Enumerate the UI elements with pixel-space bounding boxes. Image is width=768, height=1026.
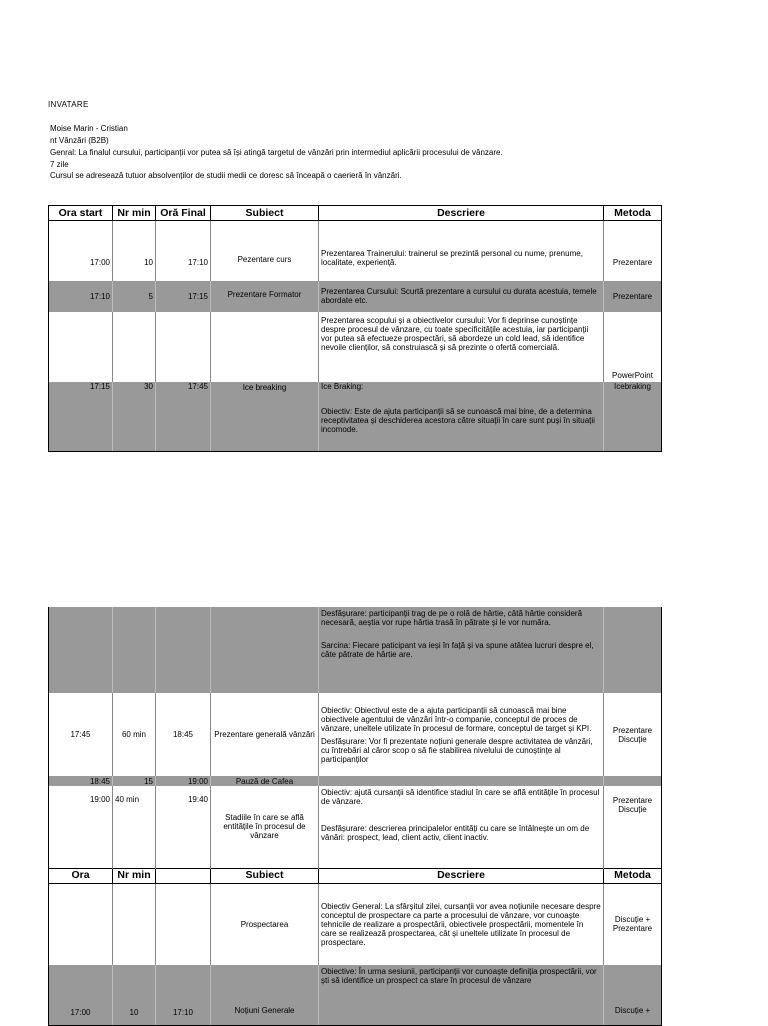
cell-subject [211,312,319,382]
cell-method: Discuție + Prezentare [604,883,662,965]
cell-end: 18:45 [156,693,211,776]
desc-paragraph: Obiectiv: ajută cursanții să identifice stadiul în care se află entitățile în procesul de vânzare. [321,788,600,806]
desc-paragraph: Obiectiv: Este de ajuta participanții să se cunoască mai bine, de a determina receptivitatea și deschiderea acestora către situații în care sunt puși în situații incomode. [321,406,595,434]
cell-subject: Pauză de Cafea [211,776,319,786]
table-row [49,607,662,693]
cell-subject [211,607,319,693]
col-header: Descriere [319,868,604,883]
cell-method [604,607,662,693]
cell-end: 19:00 [156,776,211,786]
table-row [49,786,662,868]
table-row [49,221,662,281]
cell-subject: Stadiile în care se află entitățile în procesul de vânzare [211,786,319,868]
header-audience: Cursul se adresează tutuor absolvenților de studii medii ce doresc să înceapă o caerieră în vânzări. [50,171,402,180]
cell-subject: Noțiuni Generale [211,965,319,1025]
cell-method: Prezentare Discuție [604,786,662,868]
cell-start [49,607,113,693]
cell-description [319,786,604,868]
cell-end [156,883,211,965]
col-header: Ora start [49,206,113,221]
table-row [49,693,662,776]
cell-description [319,607,604,693]
col-header [156,868,211,883]
cell-min [113,312,156,382]
col-header: Nr min [113,206,156,221]
table-header-row [49,206,662,221]
col-header: Metoda [604,206,662,221]
cell-description [319,281,604,312]
desc-paragraph: Sarcina: Fiecare paticipant va ieși în față și va spune atâtea lucruri despre el, câte pătrate de hârtie are. [321,641,594,659]
desc-paragraph: Prezentarea Trainerului: trainerul se prezintă personal cu nume, prenume, localitate, experiență. [321,248,583,267]
header-goal: Genral: La finalul cursului, participanții vor putea să își atingă targetul de vânzări prin intermediul aplicării procesului de vânzare. [50,148,503,157]
table-row [49,281,662,312]
cell-min: 5 [113,281,156,312]
cell-start: 19:00 [49,786,113,868]
desc-paragraph: Ice Braking: [321,381,364,391]
cell-subject: Prezentare generală vânzări [211,693,319,776]
header-title: INVATARE [48,100,89,109]
cell-end [156,312,211,382]
cell-start: 17:10 [49,281,113,312]
cell-subject: Prezentare Formator [211,281,319,312]
table-row [49,965,662,1025]
cell-subject: Prospectarea [211,883,319,965]
table-row [49,382,662,452]
cell-min: 10 [113,221,156,281]
cell-end: 17:45 [156,382,211,452]
cell-subject: Ice breaking [211,382,319,452]
cell-method [604,776,662,786]
desc-paragraph: Obiectiv General: La sfârșitul zilei, cursanții vor avea noțiunile necesare despre conceptul de prospectare ca parte a procesului de vânzare, vor cunoaște tehnicile de realizare a prospectării, obiectivele prospectării, momentele în care se realizează prospectarea, cât și uneltele utilizate în procesul de prospectare. [321,901,601,947]
cell-subject: Pezentare curs [211,221,319,281]
cell-method: Icebraking [604,382,662,452]
desc-paragraph: Prezentarea scopului și a obiectivelor cursului: Vor fi deprinse cunoștințe despre procesul de vânzare, cu toate specificitățile acestuia, iar participanții vor putea să efectueze prospectări, să abordeze un cold lead, să identifice nevoile clienților, să construiască și să prezinte o ofertă comercială. [321,315,589,352]
header-course: nt Vânzări (B2B) [50,136,109,145]
desc-paragraph: Desfășurare: Vor fi prezentate noțiuni generale despre activitatea de vânzări, cu întrebări al căror scop o să fie stabilirea nivelului de cunoștințe al participanților [321,736,593,764]
cell-method: Prezentare [604,281,662,312]
cell-description [319,776,604,786]
table-row [49,312,662,382]
desc-paragraph: Obiective: În urma sesiunii, participanții vor cunoaște definiția prospectării, vor ști să identifice un prospect ca stare în procesul de vânzare [321,967,597,985]
desc-paragraph: Desfășurare: participanții trag de pe o rolă de hârtie, câtă hârtie consideră necesară, aeștia vor rupe hârtia trasă în pătrate și le vor număra. [321,609,583,627]
cell-description [319,221,604,281]
cell-end: 17:15 [156,281,211,312]
cell-start: 17:00 [49,221,113,281]
col-header: Ora [49,868,113,883]
col-header: Oră Final [156,206,211,221]
cell-end: 17:10 [156,965,211,1025]
cell-min: 60 min [113,693,156,776]
cell-method: Discuție + [604,965,662,1025]
desc-paragraph: Prezentarea Cursului: Scurtă prezentare a cursului cu durata acestuia, temele abordate etc. [321,287,597,305]
cell-min: 10 [113,965,156,1025]
cell-start: 17:45 [49,693,113,776]
cell-start: 17:15 [49,382,113,452]
cell-start: 18:45 [49,776,113,786]
cell-end: 17:10 [156,221,211,281]
cell-description [319,693,604,776]
cell-method: Prezentare [604,221,662,281]
cell-method: PowerPoint [604,312,662,382]
cell-min: 15 [113,776,156,786]
cell-description [319,312,604,382]
desc-paragraph: Desfășurare: descrierea principalelor entități cu care se întâlnește un om de vânări: prospect, lead, client activ, client inactiv. [321,824,590,842]
col-header: Descriere [319,206,604,221]
table-row [49,776,662,786]
col-header: Subiect [211,206,319,221]
cell-end: 19:40 [156,786,211,868]
cell-method: Prezentare Discuție [604,693,662,776]
cell-min [113,607,156,693]
header-trainer: Moise Marin - Cristian [50,124,128,133]
cell-end [156,607,211,693]
schedule-table-2 [48,607,662,1026]
header-duration: 7 zile [50,160,69,169]
table-row [49,883,662,965]
cell-min: 30 [113,382,156,452]
desc-paragraph: Obiectiv: Obiectivul este de a ajuta participanții să cunoască mai bine obiectivele agentului de vânzări într-o companie, conceptul de proces de vânzare, uneltele utilizate în procesul de formare, conceptul de target și KPI. [321,705,592,733]
table-header-row [49,868,662,883]
col-header: Metoda [604,868,662,883]
cell-start [49,312,113,382]
cell-description [319,965,604,1025]
cell-min [113,883,156,965]
cell-start [49,883,113,965]
schedule-table-1 [48,205,662,452]
cell-description [319,382,604,452]
col-header: Nr min [113,868,156,883]
cell-start: 17:00 [49,965,113,1025]
cell-min: 40 min [113,786,156,868]
cell-description [319,883,604,965]
col-header: Subiect [211,868,319,883]
